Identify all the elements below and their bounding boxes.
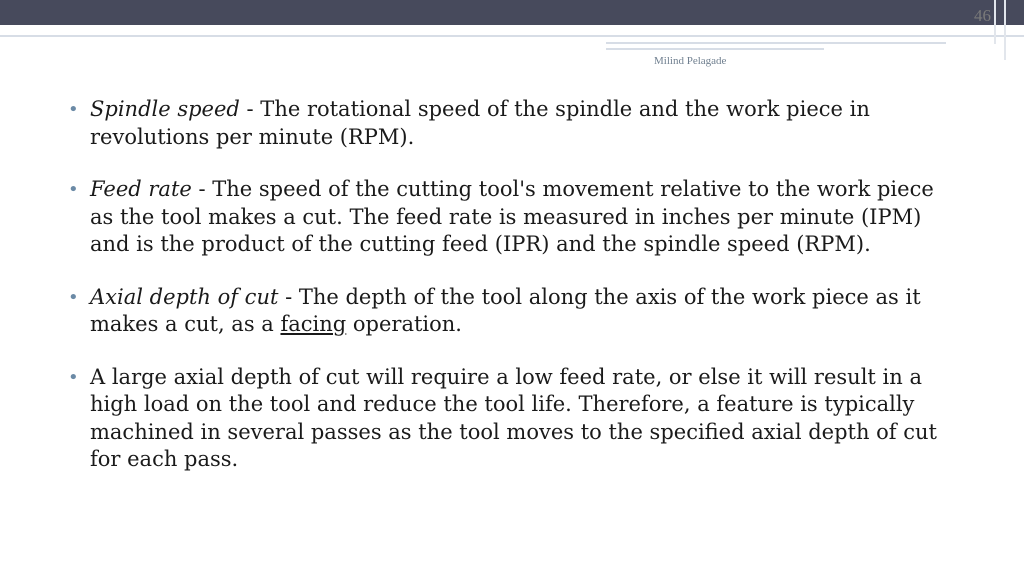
term-label: Axial depth of cut [90, 284, 279, 309]
page-number: 46 [974, 6, 991, 25]
bullet-icon: • [68, 366, 79, 388]
bullet-item-spindle-speed [66, 96, 946, 151]
header-accent-line [0, 35, 1024, 37]
bullet-item-large-depth-note [66, 364, 946, 474]
header-accent-line-lower [606, 48, 824, 50]
term-label: Feed rate [90, 177, 192, 201]
header-accent-line-short [606, 42, 946, 44]
definition-text: - The speed of the cutting tool's movement relative to the work piece as the tool makes a cut. The feed rate is measured in inches per minute (IPM) and is the product of the cutting feed (IPR) and the spindle speed (RPM). [90, 177, 934, 256]
header-vertical-rule-2 [1004, 0, 1006, 60]
author-name: Milind Pelagade [654, 55, 727, 67]
term-label: Spindle speed [90, 97, 240, 121]
bullet-item-axial-depth [66, 284, 946, 339]
definition-text: - The rotational speed of the spindle and the work piece in revolutions per minute (RPM). [90, 97, 870, 149]
bullet-icon: • [68, 99, 79, 120]
bullet-icon: • [68, 286, 79, 308]
header-vertical-rule [994, 0, 996, 44]
definition-text-end: operation. [346, 312, 462, 336]
slide-body [66, 96, 946, 499]
note-text: A large axial depth of cut will require a low feed rate, or else it will result in a high load on the tool and reduce the tool life. Therefore, a feature is typically machined in several passes as the tool moves to the specified axial depth of cut for each pass. [90, 364, 937, 471]
bullet-icon: • [68, 179, 79, 200]
bullet-item-feed-rate [66, 176, 946, 259]
definition-text: - The depth of the tool along the axis of the work piece as it makes a cut, as a [90, 284, 921, 336]
header-band [0, 0, 1024, 25]
facing-link[interactable]: facing [280, 312, 347, 336]
